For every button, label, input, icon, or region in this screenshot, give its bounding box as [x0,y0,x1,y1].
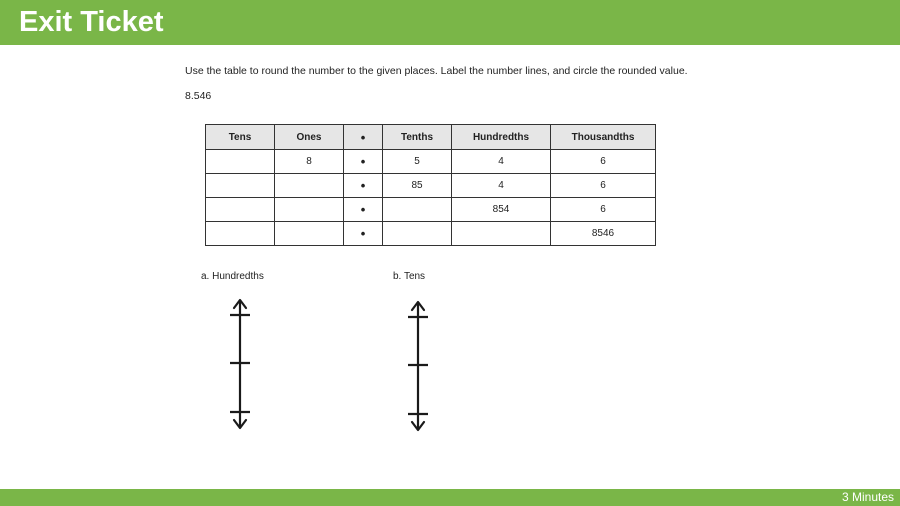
table-cell [452,222,551,246]
table-cell [275,174,344,198]
decimal-point-cell: • [344,198,383,222]
given-number: 8.546 [185,90,212,102]
header-hundredths: Hundredths [452,125,551,150]
header-decimal-point: • [344,125,383,150]
table-cell: 4 [452,150,551,174]
table-cell: 85 [383,174,452,198]
decimal-point-cell: • [344,150,383,174]
table-cell: 6 [551,198,656,222]
part-a-label: a. Hundredths [201,271,264,282]
table-cell: 6 [551,174,656,198]
decimal-point-cell: • [344,174,383,198]
header-tens: Tens [206,125,275,150]
table-header-row [206,125,656,150]
table-row [206,198,656,222]
table-cell [206,174,275,198]
table-row [206,222,656,246]
table-cell [383,222,452,246]
header-ones: Ones [275,125,344,150]
table-cell: 8 [275,150,344,174]
table-cell [275,198,344,222]
table-cell [206,222,275,246]
page-title: Exit Ticket [19,6,164,38]
table-cell: 8546 [551,222,656,246]
table-cell: 5 [383,150,452,174]
table-cell: 6 [551,150,656,174]
table-cell [383,198,452,222]
place-value-table [205,124,656,246]
table-row [206,174,656,198]
timer-label: 3 Minutes [841,490,894,504]
header-thousandths: Thousandths [551,125,656,150]
decimal-point-cell: • [344,222,383,246]
number-line-b [404,298,432,436]
footer-bar [0,489,900,506]
number-line-a [226,296,254,434]
table-cell: 4 [452,174,551,198]
table-row [206,150,656,174]
table-cell [275,222,344,246]
part-b-label: b. Tens [393,271,426,282]
table-cell: 854 [452,198,551,222]
header-tenths: Tenths [383,125,452,150]
instructions-text: Use the table to round the number to the given places. Label the number lines, and circle the rounded value. [185,65,688,77]
table-cell [206,150,275,174]
table-cell [206,198,275,222]
